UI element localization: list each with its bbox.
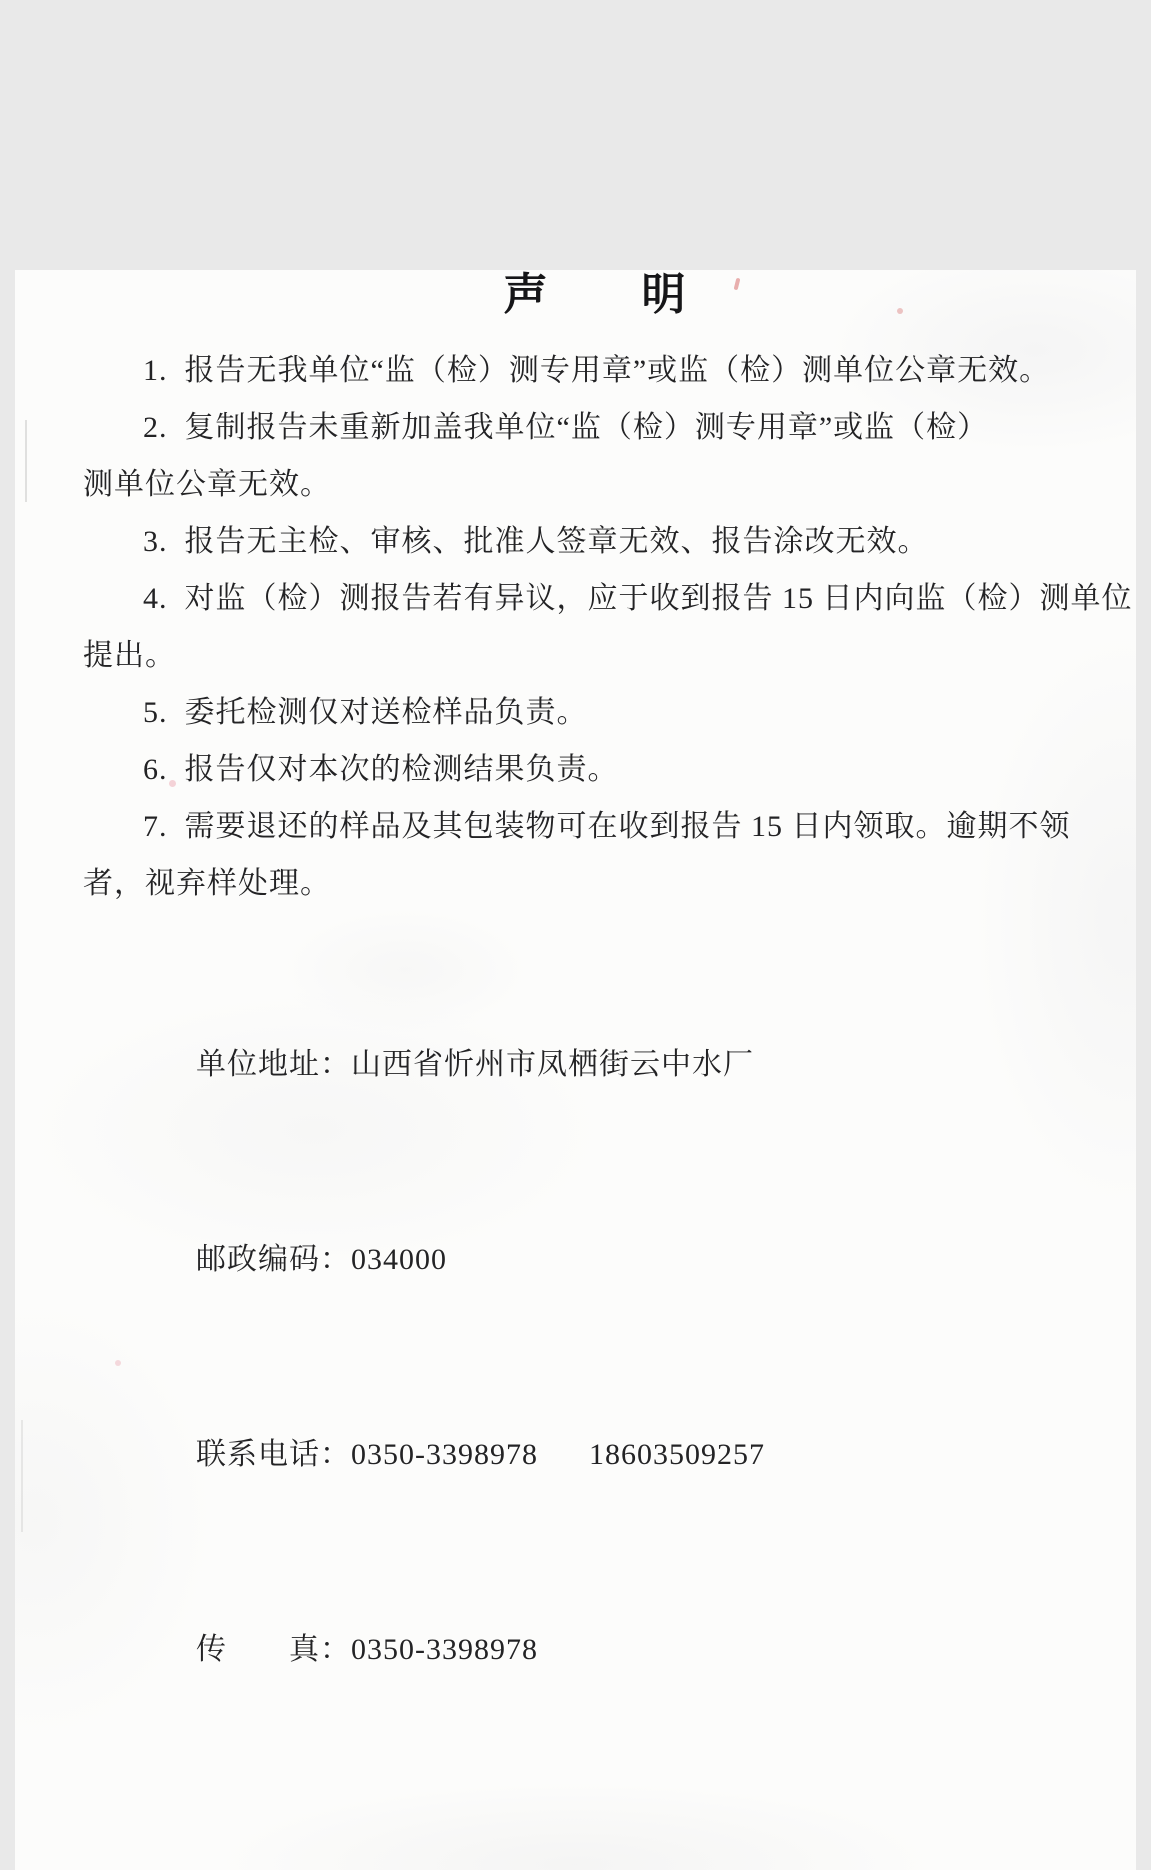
statement-body — [15, 342, 1136, 912]
statement-item-7-continuation: 者，视弃样处理。 — [83, 867, 331, 900]
fax-label: 传 真： — [196, 1633, 351, 1666]
contact-block — [145, 967, 1136, 1747]
contact-row-phone — [145, 1357, 1136, 1552]
phone-label: 联系电话： — [196, 1438, 351, 1471]
unit-address-value: 山西省忻州市凤栖街云中水厂 — [351, 1048, 754, 1081]
scan-edge-artifact — [25, 420, 27, 502]
statement-item-3: 3. 报告无主检、审核、批准人签章无效、报告涂改无效。 — [143, 525, 929, 558]
statement-item-2: 2. 复制报告未重新加盖我单位“监（检）测专用章”或监（检） — [143, 411, 989, 444]
contact-row-unit-address — [145, 967, 1136, 1162]
statement-item-5: 5. 委托检测仅对送检样品负责。 — [143, 696, 588, 729]
statement-item-4: 4. 对监（检）测报告若有异议，应于收到报告 15 日内向监（检）测单位 — [143, 582, 1133, 615]
contact-row-postal-code — [145, 1162, 1136, 1357]
page-title: 声 明 — [503, 270, 688, 319]
unit-address-label: 单位地址： — [196, 1048, 351, 1081]
fax-value: 0350-3398978 — [351, 1633, 538, 1666]
scan-speck — [897, 308, 903, 314]
statement-item-2-continuation: 测单位公章无效。 — [83, 468, 331, 501]
scan-edge-artifact — [21, 1420, 23, 1532]
statement-item-6: 6. 报告仅对本次的检测结果负责。 — [143, 753, 619, 786]
statement-item-4-continuation: 提出。 — [83, 639, 176, 672]
statement-item-1: 1. 报告无我单位“监（检）测专用章”或监（检）测单位公章无效。 — [143, 354, 1051, 387]
contact-row-fax — [145, 1552, 1136, 1747]
declaration-page — [15, 270, 1136, 1870]
phone-value: 0350-3398978 18603509257 — [351, 1438, 765, 1471]
statement-item-7: 7. 需要退还的样品及其包装物可在收到报告 15 日内领取。逾期不领 — [143, 810, 1071, 843]
scan-speck — [169, 780, 176, 787]
postal-code-label: 邮政编码： — [196, 1243, 351, 1276]
scan-speck — [115, 1360, 121, 1366]
postal-code-value: 034000 — [351, 1243, 447, 1276]
